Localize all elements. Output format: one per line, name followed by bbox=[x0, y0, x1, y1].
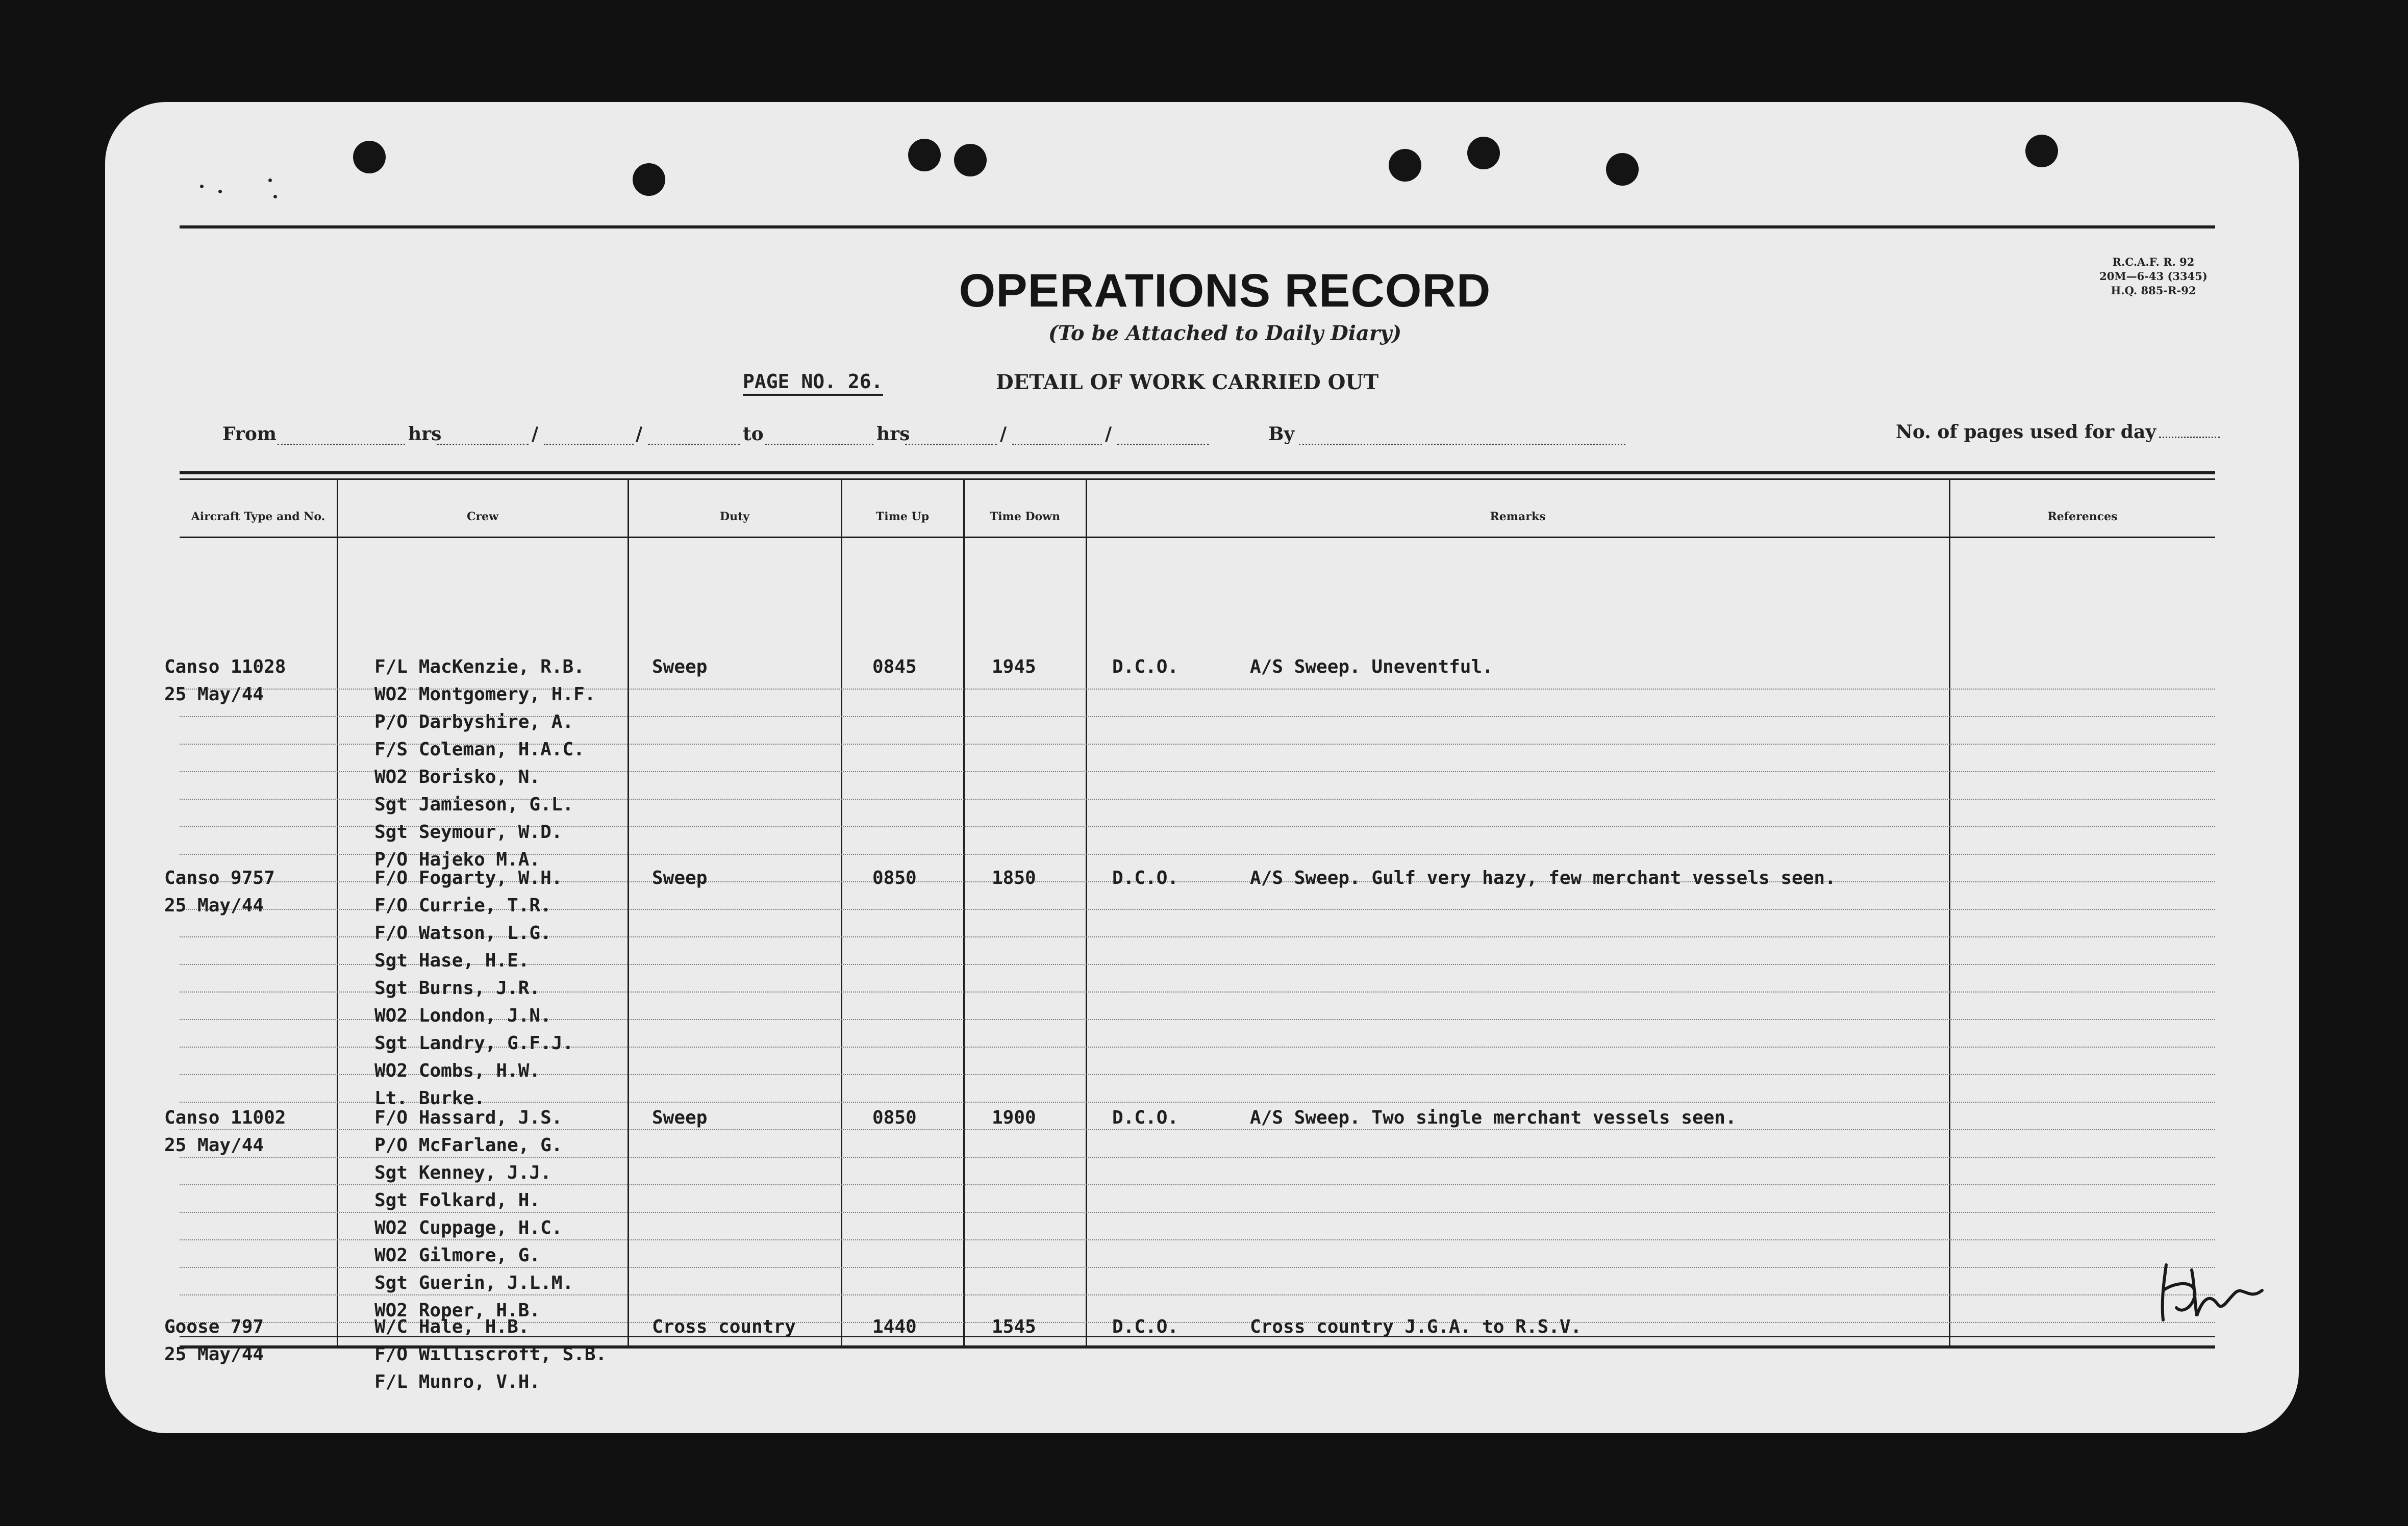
remarks: A/S Sweep. Uneventful. bbox=[1250, 656, 1493, 677]
crew-member: Sgt Burns, J.R. bbox=[374, 978, 541, 999]
col-header-crew: Crew bbox=[466, 510, 499, 523]
header-underline bbox=[180, 537, 2215, 538]
crew-member: F/O Watson, L.G. bbox=[374, 923, 551, 944]
crew-member: WO2 London, J.N. bbox=[374, 1005, 551, 1026]
crew-member: WO2 Roper, H.B. bbox=[374, 1300, 541, 1321]
punch-hole bbox=[908, 139, 941, 171]
flight-date: 25 May/44 bbox=[164, 1344, 264, 1365]
duty: Sweep bbox=[652, 1107, 708, 1128]
time-down: 1945 bbox=[992, 656, 1036, 677]
handwritten-initials bbox=[2146, 1255, 2278, 1326]
time-up: 0850 bbox=[872, 1107, 917, 1128]
dco-initials: D.C.O. bbox=[1112, 868, 1179, 888]
time-up: 0845 bbox=[872, 656, 917, 677]
punch-hole bbox=[1606, 153, 1639, 186]
duty: Cross country bbox=[652, 1316, 796, 1337]
crew-member: Sgt Guerin, J.L.M. bbox=[374, 1273, 574, 1293]
form-code-line: H.Q. 885-R-92 bbox=[2111, 284, 2196, 297]
page-title: OPERATIONS RECORD bbox=[959, 265, 1491, 317]
crew-member: P/O McFarlane, G. bbox=[374, 1135, 563, 1156]
remarks: Cross country J.G.A. to R.S.V. bbox=[1250, 1316, 1582, 1337]
ruled-line bbox=[180, 1129, 2215, 1130]
crew-member: F/L MacKenzie, R.B. bbox=[374, 656, 585, 677]
time-down: 1850 bbox=[992, 868, 1036, 888]
crew-member: P/O Hajeko M.A. bbox=[374, 849, 541, 870]
time-up: 1440 bbox=[872, 1316, 917, 1337]
crew-member: F/O Hassard, J.S. bbox=[374, 1107, 563, 1128]
aircraft-type: Goose 797 bbox=[164, 1316, 264, 1337]
crew-member: Lt. Burke. bbox=[374, 1088, 485, 1109]
flight-date: 25 May/44 bbox=[164, 684, 264, 705]
dco-initials: D.C.O. bbox=[1112, 656, 1179, 677]
time-down: 1900 bbox=[992, 1107, 1036, 1128]
crew-member: WO2 Borisko, N. bbox=[374, 767, 541, 787]
punch-hole bbox=[2025, 135, 2058, 167]
ruled-line bbox=[180, 1184, 2215, 1185]
punch-hole bbox=[353, 141, 386, 173]
crew-member: Sgt Landry, G.F.J. bbox=[374, 1033, 574, 1054]
table-top-rule bbox=[180, 471, 2215, 474]
ruled-line bbox=[180, 1294, 2215, 1295]
remarks: A/S Sweep. Gulf very hazy, few merchant vessels seen. bbox=[1250, 868, 1836, 888]
crew-member: Sgt Jamieson, G.L. bbox=[374, 794, 574, 815]
form-code-line: R.C.A.F. R. 92 bbox=[2112, 256, 2195, 268]
remarks: A/S Sweep. Two single merchant vessels seen. bbox=[1250, 1107, 1737, 1128]
col-header-references: References bbox=[2047, 510, 2118, 523]
aircraft-type: Canso 11028 bbox=[164, 656, 286, 677]
from-to-line: From hrs / / to hrs / / By bbox=[222, 423, 1906, 449]
form-code-line: 20M—6-43 (3345) bbox=[2099, 270, 2208, 283]
hrs-label: hrs bbox=[408, 423, 442, 445]
column-divider bbox=[963, 479, 965, 1345]
col-header-aircraft: Aircraft Type and No. bbox=[191, 510, 325, 523]
by-label: By bbox=[1268, 423, 1295, 445]
crew-member: WO2 Montgomery, H.F. bbox=[374, 684, 596, 705]
duty: Sweep bbox=[652, 656, 708, 677]
crew-member: W/C Hale, H.B. bbox=[374, 1316, 530, 1337]
ruled-line bbox=[180, 1212, 2215, 1213]
aircraft-type: Canso 9757 bbox=[164, 868, 275, 888]
column-divider bbox=[1949, 479, 1950, 1345]
column-divider bbox=[1086, 479, 1087, 1345]
crew-member: F/O Currie, T.R. bbox=[374, 895, 551, 916]
crew-member: WO2 Gilmore, G. bbox=[374, 1245, 541, 1266]
crew-member: Sgt Folkard, H. bbox=[374, 1190, 541, 1211]
crew-member: Sgt Hase, H.E. bbox=[374, 950, 530, 971]
col-header-time-down: Time Down bbox=[989, 510, 1061, 523]
crew-member: P/O Darbyshire, A. bbox=[374, 711, 574, 732]
time-up: 0850 bbox=[872, 868, 917, 888]
punch-hole bbox=[954, 144, 987, 176]
column-divider bbox=[628, 479, 629, 1345]
col-header-duty: Duty bbox=[719, 510, 750, 523]
pages-used-label: No. of pages used for day bbox=[1896, 421, 2220, 443]
crew-member: WO2 Cuppage, H.C. bbox=[374, 1217, 563, 1238]
top-rule bbox=[180, 225, 2215, 228]
crew-member: Sgt Seymour, W.D. bbox=[374, 822, 563, 843]
aircraft-type: Canso 11002 bbox=[164, 1107, 286, 1128]
dco-initials: D.C.O. bbox=[1112, 1107, 1179, 1128]
col-header-remarks: Remarks bbox=[1490, 510, 1546, 523]
page-number: PAGE NO. 26. bbox=[743, 370, 883, 396]
form-code bbox=[2085, 255, 2222, 298]
column-divider bbox=[337, 479, 338, 1345]
time-down: 1545 bbox=[992, 1316, 1036, 1337]
punch-hole bbox=[633, 163, 665, 196]
flight-date: 25 May/44 bbox=[164, 895, 264, 916]
ruled-line bbox=[180, 1267, 2215, 1268]
dco-initials: D.C.O. bbox=[1112, 1316, 1179, 1337]
duty: Sweep bbox=[652, 868, 708, 888]
crew-member: F/L Munro, V.H. bbox=[374, 1371, 541, 1392]
crew-member: WO2 Combs, H.W. bbox=[374, 1060, 541, 1081]
col-header-time-up: Time Up bbox=[875, 510, 930, 523]
page-subtitle: (To be Attached to Daily Diary) bbox=[1048, 321, 1402, 345]
punch-hole bbox=[1389, 149, 1421, 182]
crew-member: F/S Coleman, H.A.C. bbox=[374, 739, 585, 760]
ruled-line bbox=[180, 1157, 2215, 1158]
punch-hole bbox=[1467, 137, 1500, 169]
record-card bbox=[105, 102, 2299, 1433]
ruled-line bbox=[180, 1239, 2215, 1240]
detail-heading: DETAIL OF WORK CARRIED OUT bbox=[996, 370, 1379, 394]
crew-member: F/O Fogarty, W.H. bbox=[374, 868, 563, 888]
from-label: From bbox=[222, 423, 277, 445]
hrs-label: hrs bbox=[876, 423, 910, 445]
to-label: to bbox=[743, 423, 764, 445]
column-divider bbox=[841, 479, 842, 1345]
crew-member: F/O Williscroft, S.B. bbox=[374, 1344, 607, 1365]
flight-date: 25 May/44 bbox=[164, 1135, 264, 1156]
crew-member: Sgt Kenney, J.J. bbox=[374, 1162, 551, 1183]
